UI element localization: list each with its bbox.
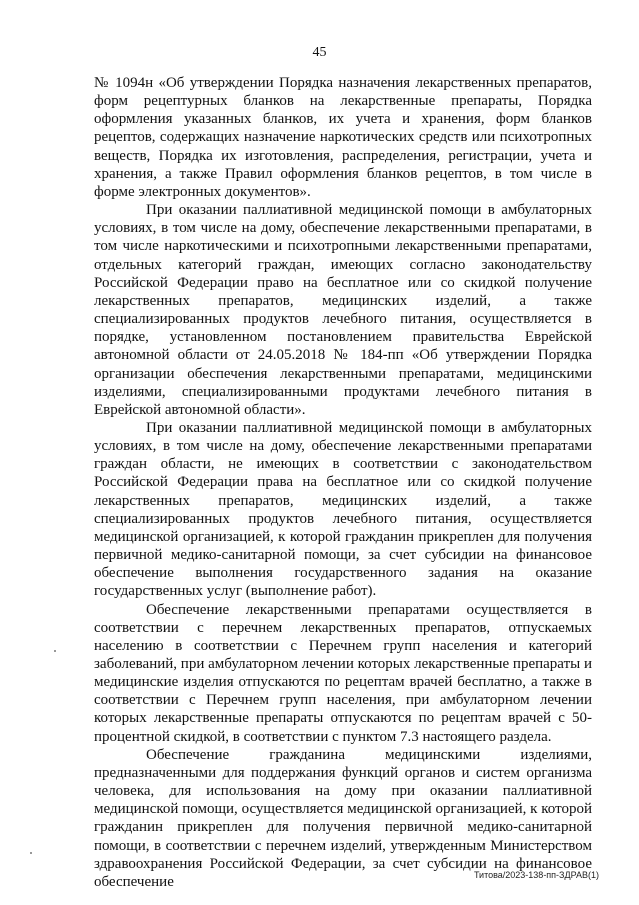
scan-speck [54,650,56,652]
scan-speck [30,852,32,854]
paragraph-drug-list-provision: Обеспечение лекарственными препаратами осуществляется в соответствии с перечнем лекарственных препаратов, отпускаемых населению в соответствии с Перечнем групп населения и категорий заболеваний, при амбулаторном лечении которых лекарственные препараты и медицинские изделия отпускаются по рецептам врачей бесплатно, а также в соответствии с Перечнем групп населения, при амбулаторном лечении которых лекарственные препараты отпускаются по рецептам врачей с 50-процентной скидкой, в соответствии с пунктом 7.3 настоящего раздела. [94,601,592,745]
page-number: 45 [312,45,327,60]
document-reference-code: Титова/2023-138-пп-ЗДРАВ(1) [473,870,599,880]
paragraph-order-reference: № 1094н «Об утверждении Порядка назначения лекарственных препаратов, форм рецептурных бланков на лекарственные препараты, Порядка оформления указанных бланков, их учета и хранения, форм бланков рецептов, содержащих назначение наркотических средств или психотропных веществ, Порядка их изготовления, распределения, регистрации, учета и хранения, а также Правил оформления бланков рецептов, в том числе в форме электронных документов». [94,75,592,200]
document-body [94,74,592,891]
paragraph-medical-devices: Обеспечение гражданина медицинскими изделиями, предназначенными для поддержания функций органов и систем организма человека, для использования на дому при оказании паллиативной медицинской помощи, осуществляется медицинской организацией, к которой гражданин прикреплен для получения первичной медико-санитарной помощи, в соответствии с перечнем изделий, утвержденным Министерством здравоохранения Российской Федерации, за счет субсидии на финансовое обеспечение [94,746,592,890]
paragraph-non-preferential-provision: При оказании паллиативной медицинской помощи в амбулаторных условиях, в том числе на дому, обеспечение лекарственными препаратами граждан области, не имеющих в соответствии с законодательством Российской Федерации права на бесплатное или со скидкой получение лекарственных препаратов, медицинских изделий, а также специализированных продуктов лечебного питания, осуществляется медицинской организацией, к которой гражданин прикреплен для получения первичной медико-санитарной помощи, за счет субсидии на финансовое обеспечение выполнения государственного задания на оказание государственных услуг (выполнение работ). [94,419,592,600]
paragraph-preferential-provision: При оказании паллиативной медицинской помощи в амбулаторных условиях, в том числе на дому, обеспечение лекарственными препаратами, в том числе наркотическими и психотропными лекарственными препаратами, отдельных категорий граждан, имеющих согласно законодательству Российской Федерации право на бесплатное или со скидкой получение лекарственных препаратов, медицинских изделий, а также специализированных продуктов лечебного питания, осуществляется в порядке, установленном постановлением правительства Еврейской автономной области от 24.05.2018 № 184-пп «Об утверждении Порядка организации обеспечения лекарственными препаратами, медицинскими изделиями, специализированными продуктами лечебного питания в Еврейской автономной области». [94,202,592,418]
